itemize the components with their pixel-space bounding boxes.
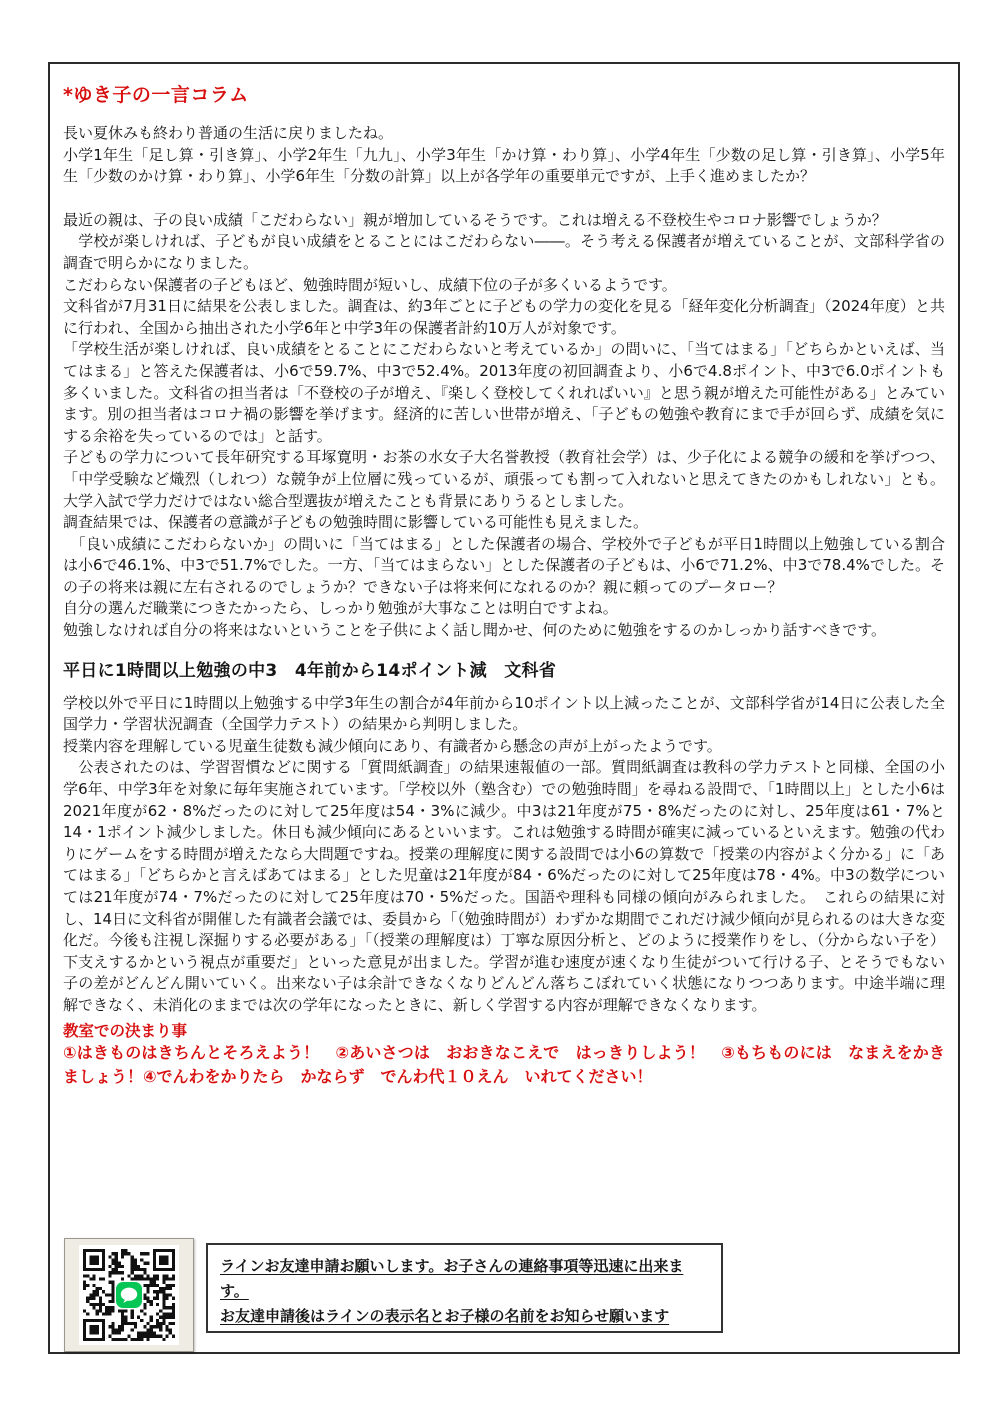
column-paragraph: 自分の選んだ職業につきたかったら、しっかり勉強が大事なことは明白ですよね。: [63, 599, 618, 618]
article-paragraph: 公表されたのは、学習習慣などに関する「質問紙調査」の結果速報値の一部。質問紙調査は教科の学力テストと同様、全国の小学6年、中学3年を対象に毎年実施されています。「学校以外（塾含む）での勉強時間」を尋ねる設問で、「1時間以上」とした小6は2021年度が62・8%だったのに対して25年度は54・3%に減少。中3は21年度が75・8%だったのに対し、25年度は61・7%と14・1ポイント減少しました。休日も減少傾向にあるといいます。これは勉強する時間が確実に減っているといえます。勉強の代わりにゲームをする時間が増えたなら大問題ですね。授業の理解度に関する設問では小6の算数で「授業の内容がよく分かる」に「あてはまる」「どちらかと言えばあてはまる」とした児童は21年度が84・6%だったのに対して25年度は78・4%。中3の数学については21年度が74・7%だったのに対して25年度は70・5%だった。国語や理科も同様の傾向がみられました。 これらの結果に対し、14日に文科省が開催した有識者会議では、委員から「（勉強時間が）わずかな期間でこれだけ減少傾向が見られるのは大きな変化だ。今後も注視し深掘りする必要がある」「（授業の理解度は）丁寧な原因分析と、どのように授業作りをし、（分からない子を）下支えするかという視点が重要だ」といった意見が出ました。学習が進む速度が速くなり生徒がついて行ける子、とそうでもない子の差がどんどん開いていく。出来ない子は余計できなくなりどんどん落ちこぼれていく状態になりつつあります。中途半端に理解できなく、未消化のままでは次の学年になったときに、新しく学習する内容が理解できなくなります。: [63, 758, 945, 1014]
column-paragraph: 文科省が7月31日に結果を公表しました。調査は、約3年ごとに子どもの学力の変化を見る「経年変化分析調査」（2024年度）と共に行われ、全国から抽出された小学6年と中学3年の保護者計約10万人が対象です。: [63, 297, 945, 337]
article-paragraph: 授業内容を理解している児童生徒数も減少傾向にあり、有識者から懸念の声が上がったようです。: [63, 736, 722, 755]
column-paragraph: 「学校生活が楽しければ、良い成績をとることにこだわらないと考えているか」の問いに、「当てはまる」「どちらかといえば、当てはまる」と答えた保護者は、小6で59.7%、中3で52.4%。2013年度の初回調査より、小6で4.8ポイント、中3で6.0ポイントも多くいました。文科省の担当者は「不登校の子が増え、『楽しく登校してくれればいい』と思う親が増えた可能性がある」とみています。別の担当者はコロナ禍の影響を挙げます。経済的に苦しい世帯が増え、「子どもの勉強や教育にまで手が回らず、成績を気にする余裕を失っているのでは」と話す。: [63, 340, 945, 445]
column-paragraph: 学校が楽しければ、子どもが良い成績をとることにはこだわらない――。そう考える保護者が増えていることが、文部科学省の調査で明らかになりました。: [63, 232, 945, 272]
column-paragraph: 「良い成績にこだわらないか」の問いに「当てはまる」とした保護者の場合、学校外で子どもが平日1時間以上勉強している割合は小6で46.1%、中3で51.7%でした。一方、「当てはまらない」とした保護者の子どもは、小6で71.2%、中3で78.4%でした。その子の将来は親に左右されるのでしょうか？できない子は将来何になれるのか？親に頼ってのプータロー？: [63, 534, 945, 596]
article-paragraph: 学校以外で平日に1時間以上勉強する中学3年生の割合が4年前から10ポイント以上減ったことが、文部科学省が14日に公表した全国学力・学習状況調査（全国学力テスト）の結果から判明しました。: [63, 693, 945, 734]
intro-line: 長い夏休みも終わり普通の生活に戻りましたね。: [63, 124, 394, 142]
column-paragraph: 調査結果では、保護者の意識が子どもの勉強時間に影響している可能性も見えました。: [63, 513, 649, 532]
line-logo-icon: [116, 1282, 142, 1308]
rules-text: ①はきものはきちんとそろえよう！ ②あいさつは おおきなこえで はっきりしよう！ ③もちものには なまえをかきましょう！④でんわをかりたら かならず でんわ代１０えん いれてください！: [63, 1042, 945, 1086]
column-body: [63, 210, 945, 642]
blank-line: [63, 188, 945, 210]
column-paragraph: 勉強しなければ自分の将来はないということを子供によく話し聞かせ、何のために勉強をするのかしっかり話すべきです。: [63, 621, 887, 640]
column-paragraph: 最近の親は、子の良い成績「こだわらない」親が増加しているそうです。これは増える不登校生やコロナ影響でしょうか？: [63, 210, 887, 229]
article-heading: 平日に1時間以上勉強の中3 4年前から14ポイント減 文科省: [63, 660, 557, 681]
line-friend-request-box: [206, 1243, 723, 1333]
article-body: [63, 693, 945, 1017]
column-title: *ゆき子の一言コラム: [63, 84, 249, 106]
line-qr-code: [64, 1238, 194, 1352]
column-paragraph: こだわらない保護者の子どもほど、勉強時間が短いし、成績下位の子が多くいるようです。: [63, 275, 677, 294]
line-box-text: ラインお友達申請お願いします。お子さんの連絡事項等迅速に出来ます。: [220, 1257, 684, 1300]
intro-paragraph: 小学1年生「足し算・引き算」、小学2年生「九九」、小学3年生「かけ算・わり算」、小学4年生「少数の足し算・引き算」、小学5年生「少数のかけ算・わり算」、小学6年生「分数の計算」以上が各学年の重要単元ですが、上手く進めましたか？: [63, 145, 945, 186]
column-intro: [63, 123, 945, 188]
rules-heading: 教室での決まり事: [63, 1021, 188, 1040]
line-box-text: お友達申請後はラインの表示名とお子様の名前をお知らせ願います: [220, 1307, 670, 1325]
page-border-frame: [48, 62, 960, 1354]
qr-pattern: [79, 1245, 179, 1345]
column-paragraph: 子どもの学力について長年研究する耳塚寛明・お茶の水女子大名誉教授（教育社会学）は、少子化による競争の緩和を挙げつつ、「中学受験など熾烈（しれつ）な競争が上位層に残っているが、頑張っても割って入れないと思えてきたのかもしれない」とも。大学入試で学力だけではない総合型選抜が増えたことも背景にありうるとしました。: [63, 448, 945, 510]
